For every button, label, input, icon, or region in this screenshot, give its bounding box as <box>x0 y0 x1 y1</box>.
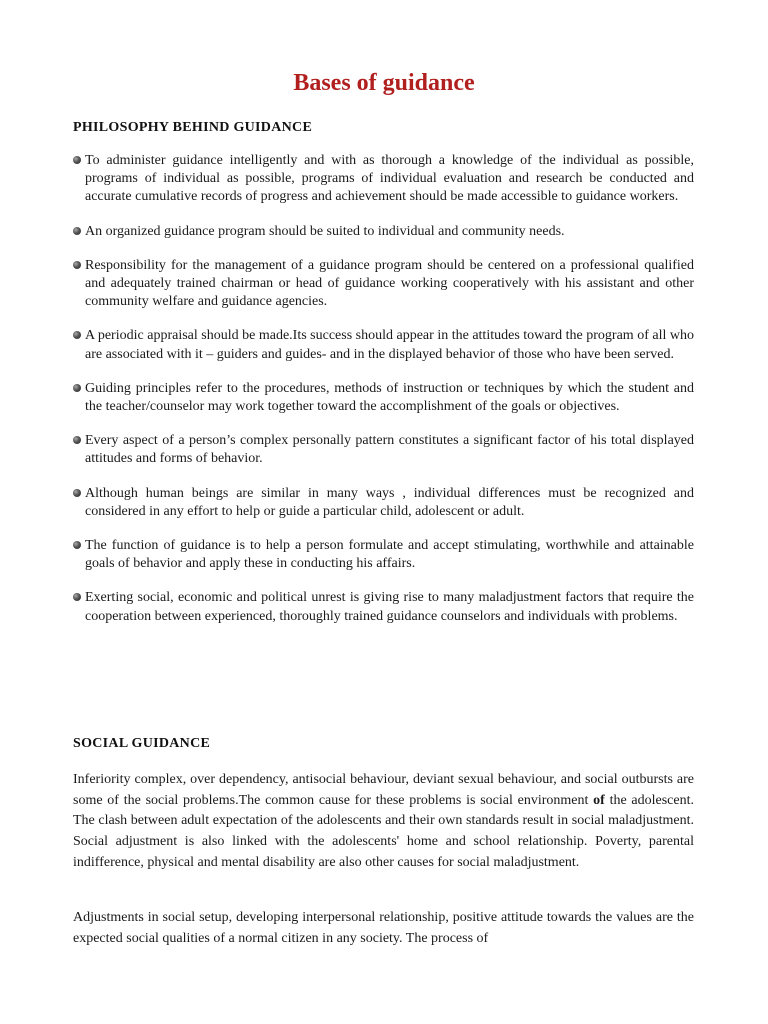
bullet-item <box>73 257 694 312</box>
paragraph-bold-text: of <box>593 792 605 808</box>
bullet-text: Every aspect of a person’s complex personally pattern constitutes a significant factor of his total displayed attitudes and forms of behavior. <box>85 433 694 467</box>
bullet-text: Guiding principles refer to the procedures, methods of instruction or techniques by which the student and the teacher/counselor may work together toward the accomplishment of the goals or objectives. <box>85 380 694 415</box>
bullet-text: To administer guidance intelligently and with as thorough a knowledge of the individual as possible, programs of individual as possible, programs of individual evaluation and research be conducted and accurate cumulative records of progress and achievement should be made accessible to guidance workers. <box>85 153 694 205</box>
bullet-text: Although human beings are similar in many ways , individual differences must be recognized and considered in any effort to help or guide a particular child, adolescent or adult. <box>85 485 694 519</box>
bullet-text: Responsibility for the management of a guidance program should be centered on a professional qualified and adequately trained chairman or head of guidance working cooperatively with his assistant and other community welfare and guidance agencies. <box>85 257 694 310</box>
bullet-item <box>73 380 694 416</box>
bullet-item <box>73 537 694 573</box>
bullet-icon <box>73 261 81 269</box>
philosophy-bullet-list <box>73 152 694 642</box>
bullet-item <box>73 327 694 363</box>
bullet-icon <box>73 331 81 339</box>
paragraph-text: the adolescent. The clash between adult expectation of the adolescents and their own standards result in social maladjustment. Social adjustment is also linked with the adolescents' home and school relationship. Poverty, parental indifference, physical and mental disability are also other causes for social maladjustment. <box>73 792 695 870</box>
bullet-item <box>73 485 694 521</box>
section-heading-philosophy: PHILOSOPHY BEHIND GUIDANCE <box>73 120 313 135</box>
bullet-text: The function of guidance is to help a person formulate and accept stimulating, worthwhile and attainable goals of behavior and apply these in conducting his affairs. <box>85 538 694 572</box>
bullet-icon <box>73 384 81 392</box>
bullet-icon <box>73 436 81 444</box>
bullet-icon <box>73 156 81 164</box>
bullet-item <box>73 152 694 207</box>
paragraph-text: Inferiority complex, over dependency, antisocial behaviour, deviant sexual behaviour, and social outbursts are some of the social problems.The common cause for these problems is social environment <box>73 772 694 808</box>
section-heading-social-guidance: SOCIAL GUIDANCE <box>73 736 211 751</box>
bullet-icon <box>73 541 81 549</box>
bullet-text: Exerting social, economic and political unrest is giving rise to many maladjustment factors that require the cooperation between experienced, thoroughly trained guidance counselors and individuals with problems. <box>85 590 694 624</box>
social-guidance-paragraph-1 <box>73 770 694 874</box>
social-guidance-paragraph-2: Adjustments in social setup, developing interpersonal relationship, positive attitude towards the values are the expected social qualities of a normal citizen in any society. The process of <box>73 910 694 946</box>
bullet-item <box>73 589 694 625</box>
bullet-icon <box>73 489 81 497</box>
bullet-text: A periodic appraisal should be made.Its success should appear in the attitudes toward the program of all who are associated with it – guiders and guides- and in the displayed behavior of those who have been served. <box>85 328 694 362</box>
bullet-icon <box>73 227 81 235</box>
bullet-icon <box>73 593 81 601</box>
document-title: Bases of guidance <box>293 70 475 96</box>
bullet-item <box>73 432 694 468</box>
bullet-text: An organized guidance program should be suited to individual and community needs. <box>85 223 565 239</box>
bullet-item <box>73 223 694 241</box>
